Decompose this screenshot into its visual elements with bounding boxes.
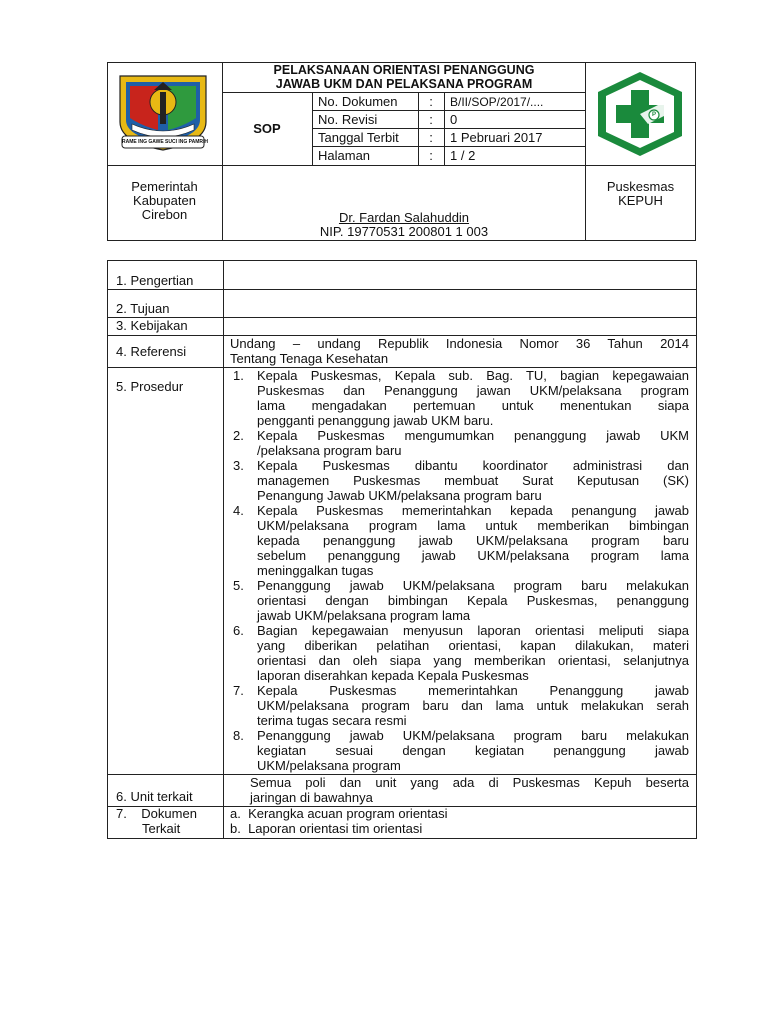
meta-value-no-revisi: 0 bbox=[450, 112, 458, 127]
org-line-cirebon: Cirebon bbox=[141, 207, 188, 222]
prosedur-item bbox=[257, 623, 689, 683]
prosedur-line: sebelum penanggung jawab UKM/pelaksana program lama bbox=[257, 548, 689, 564]
prosedur-line: kegiatan sesuai dengan kegiatan penanggung jawab bbox=[257, 743, 689, 759]
prosedur-line: Penangung Jawab UKM/pelaksana program baru bbox=[257, 488, 542, 504]
org-line-kepuh: KEPUH bbox=[618, 193, 663, 208]
prosedur-line: Kepala Puskesmas, Kepala sub. Bag. TU, bagian kepegawaian bbox=[257, 368, 689, 383]
prosedur-line: meninggalkan tugas bbox=[257, 563, 374, 579]
document-title-line-2: JAWAB UKM DAN PELAKSANA PROGRAM bbox=[275, 77, 533, 91]
prosedur-line: yang diberikan pelatihan orientasi, kapan dilakukan, materi bbox=[257, 638, 689, 654]
label-prosedur: 5. Prosedur bbox=[116, 379, 184, 394]
label-dokumen-terkait-2: Terkait bbox=[142, 821, 181, 836]
org-line-puskesmas: Puskesmas bbox=[606, 179, 675, 194]
prosedur-line: Bagian kepegawaian menyusun laporan orientasi meliputi siapa bbox=[257, 623, 689, 638]
prosedur-line: kepada penanggung jawab UKM/pelaksana program baru bbox=[257, 533, 689, 549]
prosedur-line: /pelaksana program baru bbox=[257, 443, 402, 459]
org-line-kabupaten: Kabupaten bbox=[133, 193, 196, 208]
meta-sep: : bbox=[429, 130, 433, 145]
emblem-motto: RAME ING GAWE SUCI ING PAMRIH bbox=[122, 139, 209, 145]
prosedur-line: managemen Puskesmas membuat Surat Keputusan (SK) bbox=[257, 473, 689, 489]
prosedur-item bbox=[257, 728, 689, 773]
unit-terkait-line: jaringan di bawahnya bbox=[250, 790, 373, 805]
prosedur-item bbox=[257, 578, 689, 623]
prosedur-number: 5. bbox=[233, 578, 244, 593]
puskesmas-logo bbox=[590, 68, 690, 160]
signer-name: Dr. Fardan Salahuddin bbox=[338, 210, 470, 225]
referensi-line: Tentang Tenaga Kesehatan bbox=[230, 351, 389, 366]
prosedur-number: 2. bbox=[233, 428, 244, 443]
prosedur-number: 8. bbox=[233, 728, 244, 743]
meta-value-tanggal-terbit: 1 Pebruari 2017 bbox=[450, 130, 543, 145]
prosedur-line: Penanggung jawab UKM/pelaksana program baru melakukan bbox=[257, 578, 689, 593]
meta-value-halaman: 1 / 2 bbox=[450, 148, 476, 163]
kabupaten-cirebon-emblem bbox=[114, 70, 212, 160]
label-pengertian: 1. Pengertian bbox=[116, 273, 194, 288]
puskesmas-logo-letter: P bbox=[651, 112, 656, 118]
prosedur-line: UKM/pelaksana program bbox=[257, 758, 401, 774]
org-line-pemerintah: Pemerintah bbox=[131, 179, 198, 194]
meta-sep: : bbox=[429, 148, 433, 163]
prosedur-item bbox=[257, 683, 689, 728]
prosedur-line: terima tugas secara resmi bbox=[257, 713, 407, 729]
prosedur-line: Kepala Puskesmas memerintahkan Penanggung jawab bbox=[257, 683, 689, 698]
prosedur-line: lama mengadakan pertemuan untuk menentukan siapa bbox=[257, 398, 689, 414]
document-title-line-1: PELAKSANAAN ORIENTASI PENANGGUNG bbox=[273, 63, 535, 77]
prosedur-line: jawab UKM/pelaksana program lama bbox=[257, 608, 471, 624]
prosedur-line: Kepala Puskesmas memerintahkan kepada penangung jawab bbox=[257, 503, 689, 518]
label-kebijakan: 3. Kebijakan bbox=[116, 318, 188, 333]
meta-sep: : bbox=[429, 112, 433, 127]
prosedur-number: 7. bbox=[233, 683, 244, 698]
meta-value-no-dokumen: B/II/SOP/2017/.... bbox=[450, 95, 544, 109]
signer-nip: NIP. 19770531 200801 1 003 bbox=[319, 224, 489, 239]
unit-terkait-line: Semua poli dan unit yang ada di Puskesmas Kepuh beserta bbox=[250, 775, 689, 790]
prosedur-line: laporan diserahkan kepada Kepala Puskesmas bbox=[257, 668, 529, 684]
meta-sep: : bbox=[429, 94, 433, 109]
label-dokumen-terkait-1: 7. Dokumen bbox=[116, 806, 197, 821]
prosedur-number: 4. bbox=[233, 503, 244, 518]
meta-label-no-dokumen: No. Dokumen bbox=[318, 94, 398, 109]
prosedur-line: pengganti penanggung jawab UKM baru. bbox=[257, 413, 494, 429]
dokumen-terkait-item: b. Laporan orientasi tim orientasi bbox=[230, 821, 423, 836]
label-referensi: 4. Referensi bbox=[116, 344, 187, 359]
label-unit-terkait: 6. Unit terkait bbox=[116, 789, 193, 804]
sop-label: SOP bbox=[253, 121, 281, 136]
prosedur-item bbox=[257, 368, 689, 428]
prosedur-item bbox=[257, 458, 689, 503]
prosedur-number: 6. bbox=[233, 623, 244, 638]
referensi-line: Undang – undang Republik Indonesia Nomor 36 Tahun 2014 bbox=[230, 336, 689, 351]
referensi-content bbox=[230, 336, 689, 366]
prosedur-line: Penanggung jawab UKM/pelaksana program baru melakukan bbox=[257, 728, 689, 743]
meta-label-halaman: Halaman bbox=[318, 148, 371, 163]
prosedur-line: Puskesmas dan Penanggung jawan UKM/pelaksana program bbox=[257, 383, 689, 399]
prosedur-item bbox=[257, 428, 689, 458]
unit-terkait-content bbox=[250, 775, 689, 805]
prosedur-line: orientasi dan oleh siapa yang memberikan orientasi, selanjutnya bbox=[257, 653, 689, 669]
meta-label-no-revisi: No. Revisi bbox=[318, 112, 378, 127]
prosedur-line: Kepala Puskesmas mengumumkan penanggung jawab UKM bbox=[257, 428, 689, 443]
prosedur-number: 3. bbox=[233, 458, 244, 473]
prosedur-line: UKM/pelaksana program baru dan lama untuk melakukan serah bbox=[257, 698, 689, 714]
prosedur-line: orientasi dengan bimbingan Kepala Puskesmas, penanggung bbox=[257, 593, 689, 609]
prosedur-item bbox=[257, 503, 689, 578]
dokumen-terkait-item: a. Kerangka acuan program orientasi bbox=[230, 806, 448, 821]
label-tujuan: 2. Tujuan bbox=[116, 301, 170, 316]
meta-label-tanggal-terbit: Tanggal Terbit bbox=[318, 130, 399, 145]
prosedur-line: UKM/pelaksana program lama untuk memberikan bimbingan bbox=[257, 518, 689, 534]
prosedur-line: Kepala Puskesmas dibantu koordinator administrasi dan bbox=[257, 458, 689, 473]
prosedur-number: 1. bbox=[233, 368, 244, 383]
